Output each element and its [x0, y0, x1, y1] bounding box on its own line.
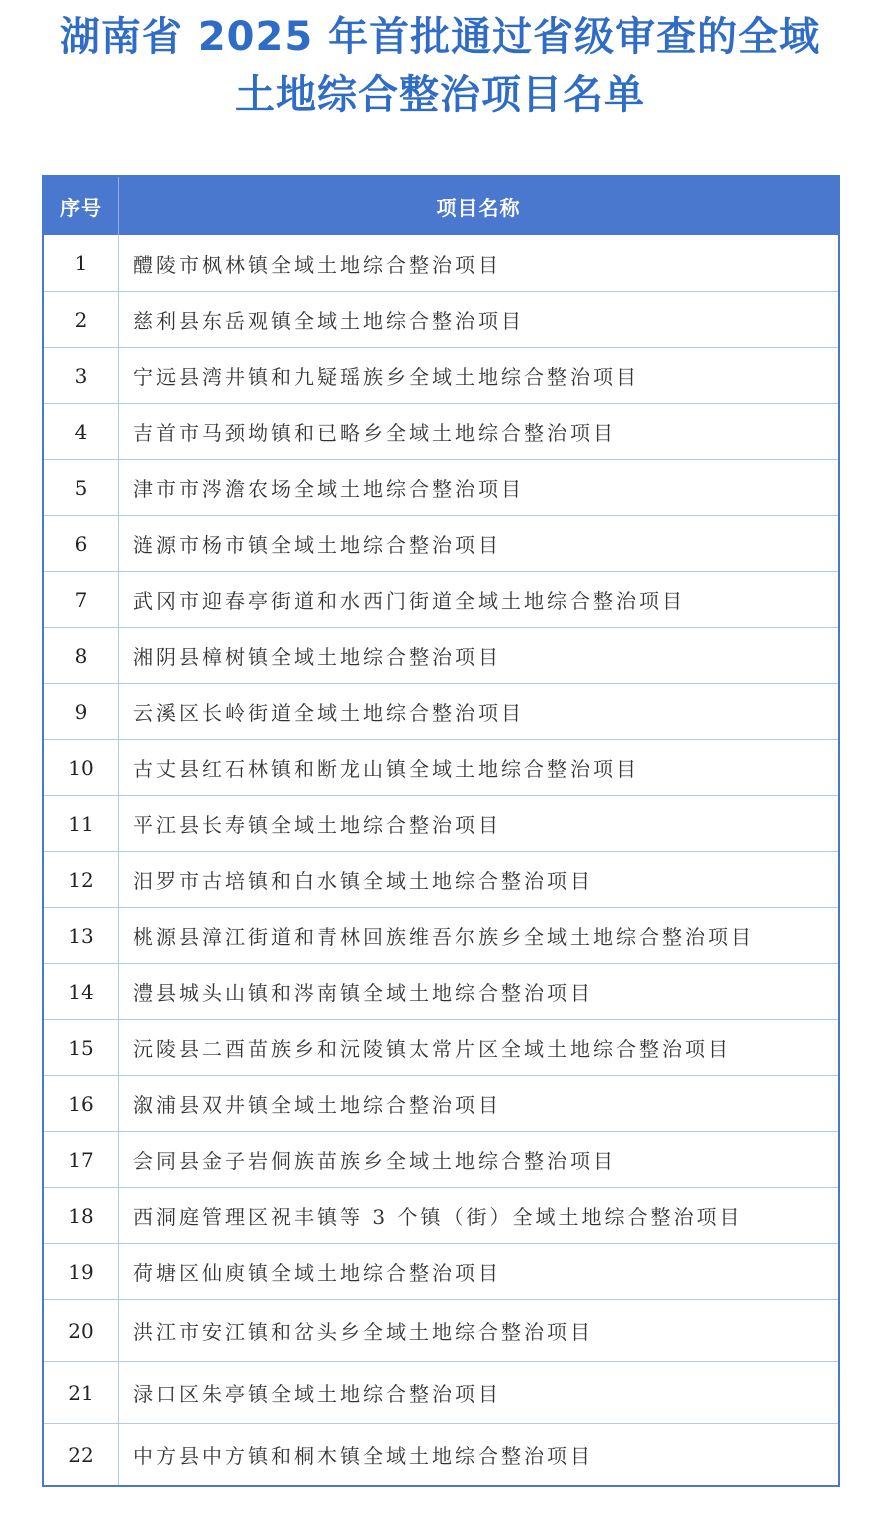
table-row [44, 571, 838, 627]
header-name: 项目名称 [436, 195, 521, 220]
table-header-row [44, 177, 838, 235]
row-project-name: 桃源县漳江街道和青林回族维吾尔族乡全域土地综合整治项目 [133, 925, 754, 949]
table-row [44, 1187, 838, 1243]
title-line-1: 湖南省 2025 年首批通过省级审查的全域 [59, 14, 821, 60]
row-number: 21 [44, 1362, 119, 1423]
row-number: 10 [44, 740, 119, 795]
project-table [42, 175, 840, 1487]
table-row [44, 459, 838, 515]
row-number: 13 [44, 908, 119, 963]
row-number: 7 [44, 572, 119, 627]
row-number: 11 [44, 796, 119, 851]
row-project-name: 涟源市杨市镇全域土地综合整治项目 [133, 533, 501, 557]
row-number: 17 [44, 1132, 119, 1187]
table-row [44, 1131, 838, 1187]
row-project-name: 醴陵市枫林镇全域土地综合整治项目 [133, 252, 501, 277]
table-row [44, 515, 838, 571]
table-row [44, 1361, 838, 1423]
row-project-name: 吉首市马颈坳镇和已略乡全域土地综合整治项目 [133, 421, 616, 445]
row-project-name: 渌口区朱亭镇全域土地综合整治项目 [133, 1382, 501, 1406]
row-number: 20 [44, 1300, 119, 1361]
row-project-name: 中方县中方镇和桐木镇全域土地综合整治项目 [133, 1444, 593, 1468]
title-line-2: 土地综合整治项目名单 [235, 72, 645, 118]
table-row [44, 1075, 838, 1131]
table-row [44, 627, 838, 683]
row-project-name: 宁远县湾井镇和九疑瑶族乡全域土地综合整治项目 [133, 365, 639, 389]
table-row [44, 683, 838, 739]
row-number: 9 [44, 684, 119, 739]
row-number: 4 [44, 404, 119, 459]
table-body [44, 235, 838, 1485]
row-project-name: 慈利县东岳观镇全域土地综合整治项目 [133, 309, 524, 333]
table-row [44, 739, 838, 795]
row-number: 16 [44, 1076, 119, 1131]
row-project-name: 津市市涔澹农场全域土地综合整治项目 [133, 477, 524, 501]
table-row [44, 403, 838, 459]
row-number: 22 [44, 1424, 119, 1485]
row-project-name: 溆浦县双井镇全域土地综合整治项目 [133, 1093, 501, 1117]
row-project-name: 汨罗市古培镇和白水镇全域土地综合整治项目 [133, 869, 593, 893]
row-number: 6 [44, 516, 119, 571]
table-row [44, 795, 838, 851]
table-row [44, 347, 838, 403]
row-number: 2 [44, 292, 119, 347]
table-row [44, 1299, 838, 1361]
table-row [44, 963, 838, 1019]
row-project-name: 西洞庭管理区祝丰镇等 3 个镇（街）全域土地综合整治项目 [133, 1205, 743, 1229]
row-project-name: 武冈市迎春亭街道和水西门街道全域土地综合整治项目 [133, 589, 685, 613]
row-project-name: 澧县城头山镇和涔南镇全域土地综合整治项目 [133, 981, 593, 1005]
table-row [44, 1423, 838, 1485]
page-title [0, 8, 880, 124]
row-number: 12 [44, 852, 119, 907]
table-row [44, 1019, 838, 1075]
row-number: 5 [44, 460, 119, 515]
row-number: 18 [44, 1188, 119, 1243]
row-number: 14 [44, 964, 119, 1019]
row-project-name: 会同县金子岩侗族苗族乡全域土地综合整治项目 [133, 1149, 616, 1173]
row-number: 3 [44, 348, 119, 403]
row-project-name: 湘阴县樟树镇全域土地综合整治项目 [133, 645, 501, 669]
table-row [44, 851, 838, 907]
row-project-name: 古丈县红石林镇和断龙山镇全域土地综合整治项目 [133, 757, 639, 781]
row-project-name: 云溪区长岭街道全域土地综合整治项目 [133, 701, 524, 725]
table-row [44, 1243, 838, 1299]
row-number: 15 [44, 1020, 119, 1075]
table-row [44, 291, 838, 347]
row-project-name: 洪江市安江镇和岔头乡全域土地综合整治项目 [133, 1320, 593, 1344]
row-number: 19 [44, 1244, 119, 1299]
table-row [44, 235, 838, 291]
row-project-name: 荷塘区仙庾镇全域土地综合整治项目 [133, 1261, 501, 1285]
row-number: 1 [44, 235, 119, 291]
row-project-name: 沅陵县二酉苗族乡和沅陵镇太常片区全域土地综合整治项目 [133, 1037, 731, 1061]
row-project-name: 平江县长寿镇全域土地综合整治项目 [133, 813, 501, 837]
header-number: 序号 [44, 177, 119, 235]
row-number: 8 [44, 628, 119, 683]
table-row [44, 907, 838, 963]
